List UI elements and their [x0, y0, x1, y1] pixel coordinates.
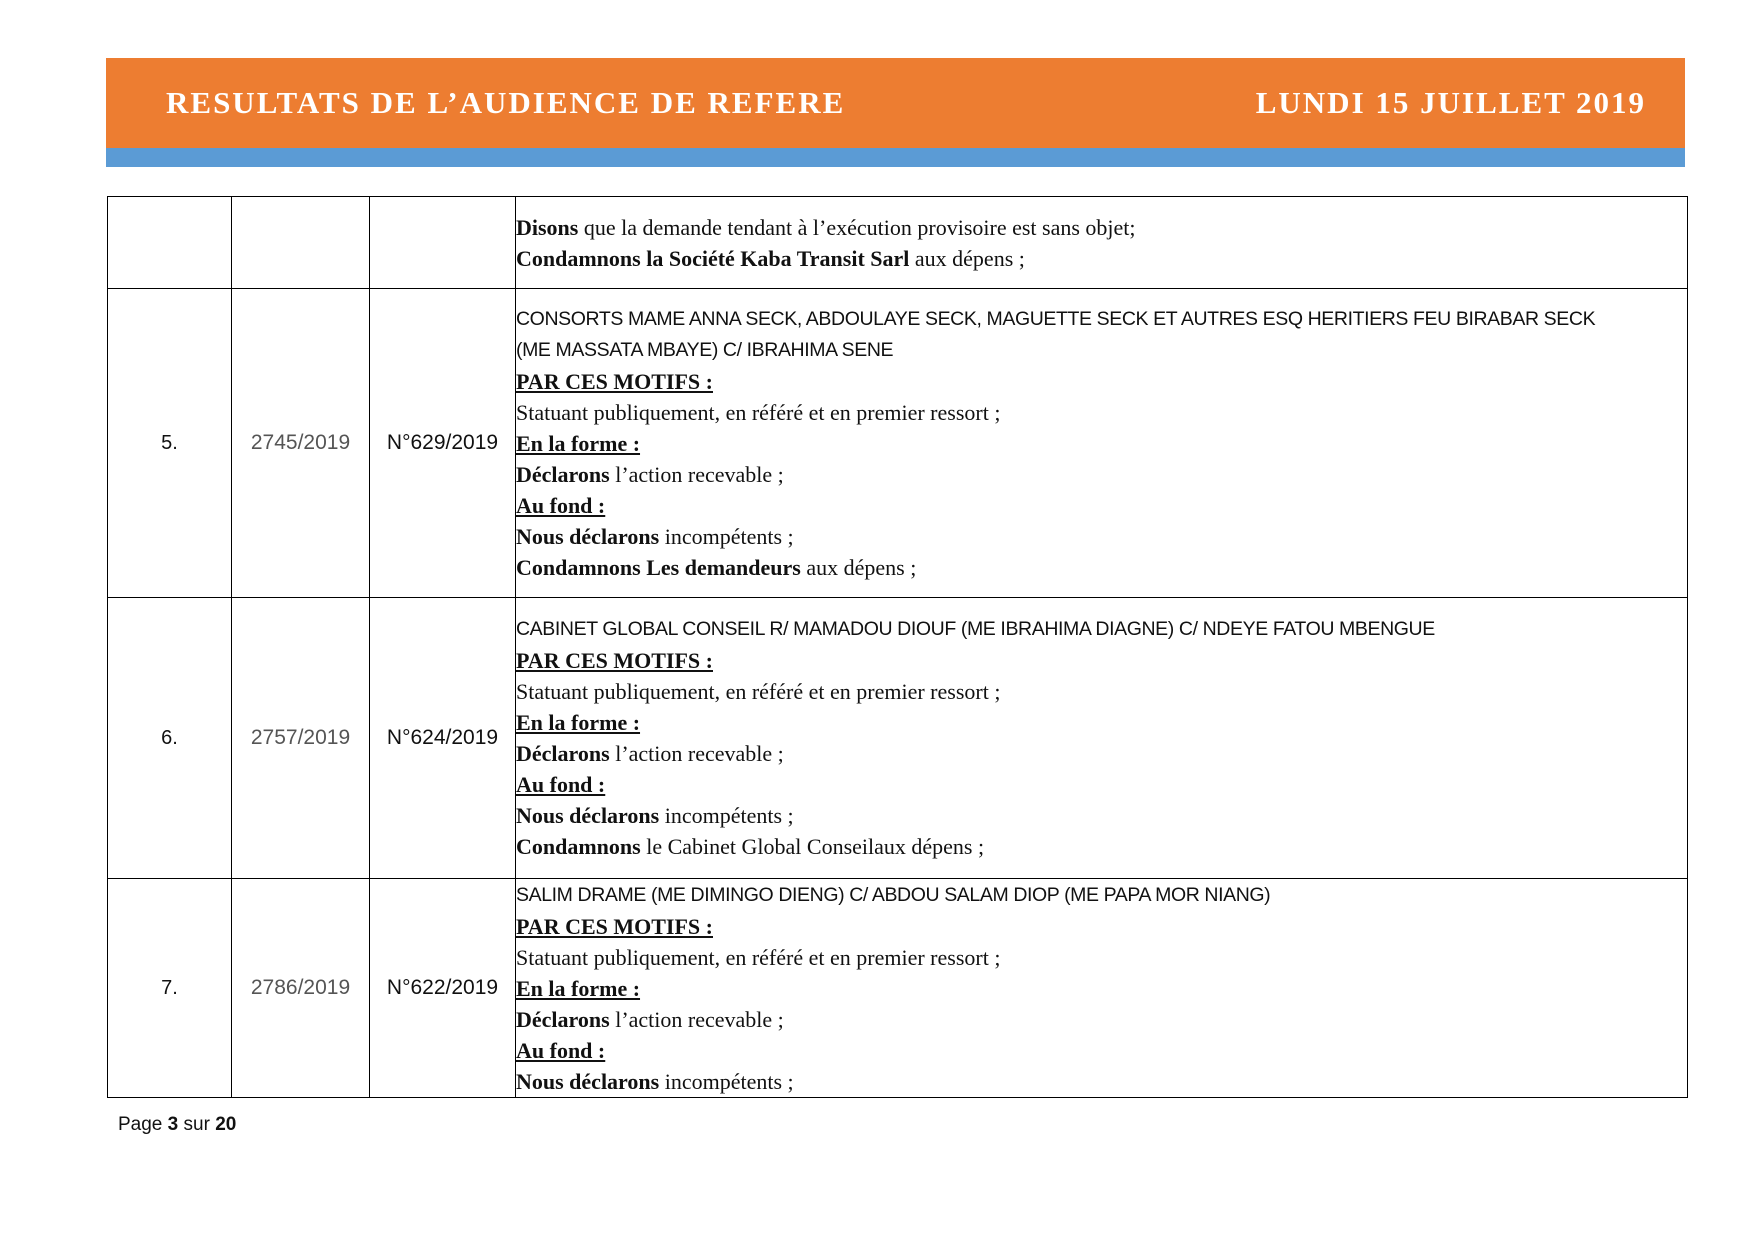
results-table	[107, 196, 1688, 1098]
statuant-line: Statuant publiquement, en référé et en premier ressort ;	[516, 944, 1001, 970]
page-word: Page	[118, 1114, 163, 1135]
fond-heading: Au fond :	[516, 772, 606, 797]
table-row-continuation	[108, 197, 1688, 289]
role-number-cell	[232, 197, 370, 289]
header-stripe	[106, 148, 1685, 167]
page-sur: sur	[183, 1114, 210, 1135]
document-title: RESULTATS DE L’AUDIENCE DE REFERE	[166, 85, 846, 120]
statuant-line: Statuant publiquement, en référé et en premier ressort ;	[516, 399, 1001, 425]
table-row	[108, 879, 1688, 1098]
declarons-line: Déclarons l’action recevable ;	[516, 461, 784, 487]
hearing-date: LUNDI 15 JUILLET 2019	[1255, 85, 1646, 120]
decision-number: N°629/2019	[370, 289, 516, 598]
role-number: 2757/2019	[232, 598, 370, 879]
fond-heading: Au fond :	[516, 1037, 606, 1063]
motifs-heading: PAR CES MOTIFS :	[516, 648, 713, 673]
case-number: 5.	[108, 289, 232, 598]
statuant-line: Statuant publiquement, en référé et en premier ressort ;	[516, 679, 1001, 704]
ruling-line: Disons que la demande tendant à l’exécution provisoire est sans objet;	[516, 214, 1136, 240]
declarons-line: Déclarons l’action recevable ;	[516, 1006, 784, 1032]
ruling-line: Condamnons la Société Kaba Transit Sarl aux dépens ;	[516, 245, 1025, 271]
decision-number: N°624/2019	[370, 598, 516, 879]
declarons-line: Déclarons l’action recevable ;	[516, 741, 784, 766]
page-footer	[118, 1114, 236, 1136]
incompetence-line: Nous déclarons incompétents ;	[516, 1068, 794, 1094]
motifs-heading: PAR CES MOTIFS :	[516, 368, 713, 394]
forme-heading: En la forme :	[516, 710, 641, 735]
case-number: 7.	[108, 879, 232, 1098]
ruling-cell	[516, 879, 1688, 1098]
page-number: 3	[167, 1114, 179, 1135]
ruling-cell	[516, 197, 1688, 289]
role-number: 2786/2019	[232, 879, 370, 1098]
parties-line: (ME MASSATA MBAYE) C/ IBRAHIMA SENE	[516, 338, 894, 361]
decision-number-cell	[370, 197, 516, 289]
motifs-heading: PAR CES MOTIFS :	[516, 913, 713, 939]
costs-line: Condamnons Les demandeurs aux dépens ;	[516, 554, 917, 580]
incompetence-line: Nous déclarons incompétents ;	[516, 803, 794, 828]
table-row	[108, 289, 1688, 598]
forme-heading: En la forme :	[516, 975, 641, 1001]
parties-line: CONSORTS MAME ANNA SECK, ABDOULAYE SECK, MAGUETTE SECK ET AUTRES ESQ HERITIERS FEU BIRABAR SECK	[516, 307, 1596, 330]
role-number: 2745/2019	[232, 289, 370, 598]
parties-line: CABINET GLOBAL CONSEIL R/ MAMADOU DIOUF (ME IBRAHIMA DIAGNE) C/ NDEYE FATOU MBENGUE	[516, 618, 1435, 640]
forme-heading: En la forme :	[516, 430, 641, 456]
decision-number: N°622/2019	[370, 879, 516, 1098]
fond-heading: Au fond :	[516, 492, 606, 518]
costs-line: Condamnons le Cabinet Global Conseilaux dépens ;	[516, 834, 985, 859]
table-row	[108, 598, 1688, 879]
parties-line: SALIM DRAME (ME DIMINGO DIENG) C/ ABDOU SALAM DIOP (ME PAPA MOR NIANG)	[516, 883, 1271, 906]
ruling-cell	[516, 598, 1688, 879]
incompetence-line: Nous déclarons incompétents ;	[516, 523, 794, 549]
ruling-cell	[516, 289, 1688, 598]
case-number: 6.	[108, 598, 232, 879]
page-total: 20	[215, 1114, 237, 1135]
case-number-cell	[108, 197, 232, 289]
